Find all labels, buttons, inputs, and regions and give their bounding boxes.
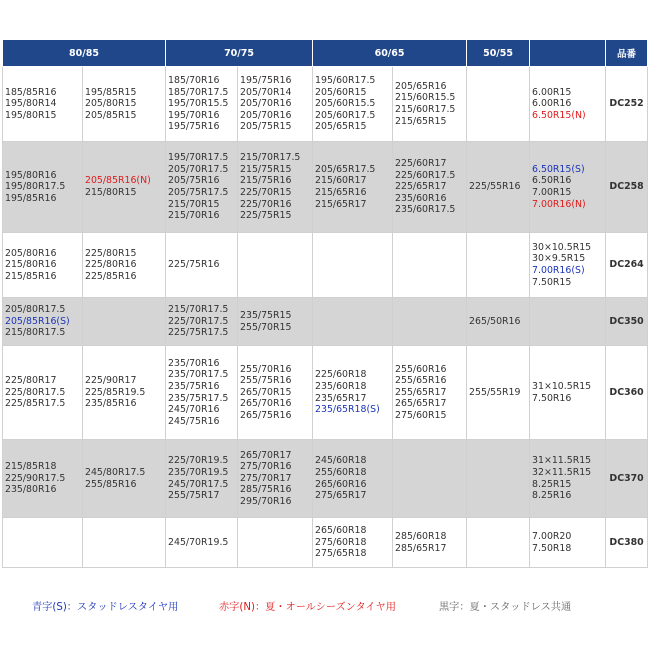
tire-size: 225/80R17.5 <box>5 386 66 398</box>
part-number-cell <box>606 518 648 568</box>
tire-size: 31×10.5R15 <box>532 380 592 392</box>
tire-size: 7.00R15 <box>532 187 572 198</box>
table-row <box>3 440 648 518</box>
tire-size: 205/70R14 <box>240 86 292 98</box>
tire-size: 225/60R17.5 <box>395 169 456 181</box>
tire-size: 205/75R15 <box>240 121 292 133</box>
size-cell <box>83 67 166 142</box>
tire-size: 275/65R17 <box>315 490 367 502</box>
tire-size: 225/90R17.5 <box>5 472 66 484</box>
tire-size: 235/65R17 <box>315 392 367 404</box>
tire-size: 235/65R18(S) <box>315 404 380 416</box>
tire-size: 225/55R16 <box>469 181 521 193</box>
tire-size: 275/65R18 <box>315 548 367 560</box>
tire-size: 235/70R19.5 <box>168 466 229 478</box>
size-cell <box>83 233 166 298</box>
tire-size: 255/65R16 <box>395 375 447 387</box>
header-row <box>3 40 648 67</box>
tire-size: 255/60R16 <box>395 363 447 375</box>
tire-size: 225/70R17.5 <box>168 315 229 327</box>
size-cell <box>313 298 393 346</box>
size-cell <box>393 67 467 142</box>
table-row <box>3 298 648 346</box>
tire-size: 235/85R16 <box>85 398 137 410</box>
size-cell <box>3 142 83 233</box>
size-cell <box>393 142 467 233</box>
tire-size: 205/70R16 <box>240 98 292 110</box>
part-number-cell <box>606 346 648 440</box>
tire-size: 195/70R15.5 <box>168 98 229 110</box>
tire-chain-size-table <box>2 39 648 568</box>
size-cell <box>467 440 530 518</box>
tire-size: 205/60R15 <box>315 86 367 98</box>
tire-size: 6.50R15(S) <box>532 163 585 175</box>
tire-size: 32×11.5R15 <box>532 466 592 478</box>
tire-size: 275/70R17 <box>240 472 292 484</box>
header-50-55: 50/55 <box>467 40 530 67</box>
tire-size: 215/60R15.5 <box>395 92 456 104</box>
tire-size: 275/60R18 <box>315 536 367 548</box>
tire-size: 265/70R15 <box>240 386 292 398</box>
tire-size: 285/60R18 <box>395 530 447 542</box>
tire-size: 235/60R18 <box>315 380 367 392</box>
part-number: DC350 <box>609 315 644 327</box>
tire-size: 235/75R17.5 <box>168 392 229 404</box>
tire-size: 185/70R16 <box>168 75 220 87</box>
tire-size: 235/70R17.5 <box>168 369 229 381</box>
size-cell <box>238 518 313 568</box>
part-number-cell <box>606 298 648 346</box>
tire-size: 215/60R17.5 <box>395 104 456 115</box>
tire-size: 255/70R16 <box>240 363 292 375</box>
header-part-number: 品番 <box>606 40 648 67</box>
size-cell <box>238 298 313 346</box>
tire-size: 195/75R16 <box>168 121 220 133</box>
legend-blue-studless: 青字(S)：スタッドレスタイヤ用 <box>32 602 179 613</box>
size-cell <box>393 233 467 298</box>
tire-size: 205/60R17.5 <box>315 109 376 121</box>
tire-size: 215/70R17.5 <box>168 304 229 316</box>
size-cell <box>238 346 313 440</box>
tire-size: 195/70R17.5 <box>168 152 229 164</box>
tire-size: 205/85R16(N) <box>85 175 151 187</box>
tire-size: 205/80R15 <box>85 98 137 110</box>
tire-size: 245/80R17.5 <box>85 466 146 478</box>
size-cell <box>238 233 313 298</box>
tire-size: 235/60R16 <box>395 192 447 204</box>
tire-size: 265/70R17 <box>240 449 292 461</box>
tire-size: 225/75R17.5 <box>168 327 229 339</box>
tire-size: 285/65R17 <box>395 542 447 554</box>
size-cell <box>393 298 467 346</box>
tire-size: 205/60R15.5 <box>315 98 376 110</box>
tire-size: 265/50R16 <box>469 315 521 327</box>
tire-size: 195/80R15 <box>5 109 57 121</box>
size-cell <box>530 142 606 233</box>
tire-size: 215/80R17.5 <box>5 327 66 339</box>
size-cell <box>313 142 393 233</box>
tire-size: 225/85R19.5 <box>85 386 146 398</box>
size-cell <box>83 142 166 233</box>
tire-size: 195/80R14 <box>5 98 57 110</box>
legend-red-summer: 赤字(N)：夏・オールシーズンタイヤ用 <box>219 602 396 613</box>
table-row <box>3 142 648 233</box>
tire-size: 205/80R16 <box>5 247 57 259</box>
part-number: DC264 <box>609 259 644 271</box>
tire-size: 195/80R17.5 <box>5 181 66 193</box>
tire-size: 205/65R16 <box>395 80 447 92</box>
tire-size: 31×11.5R15 <box>532 455 592 467</box>
size-cell <box>3 67 83 142</box>
size-cell <box>166 67 238 142</box>
tire-size: 205/70R16 <box>240 109 292 121</box>
tire-size: 215/65R15 <box>395 115 447 127</box>
tire-size: 235/70R16 <box>168 357 220 369</box>
header-80-85: 80/85 <box>3 40 166 67</box>
size-cell <box>166 518 238 568</box>
tire-size: 205/85R16(S) <box>5 315 70 327</box>
size-cell <box>3 233 83 298</box>
tire-size: 255/70R15 <box>240 321 292 333</box>
part-number-cell <box>606 142 648 233</box>
tire-size: 215/60R17 <box>315 175 367 187</box>
size-cell <box>166 142 238 233</box>
tire-size: 215/70R15 <box>168 198 220 210</box>
header-70-75: 70/75 <box>166 40 313 67</box>
size-cell <box>83 298 166 346</box>
tire-size: 225/90R17 <box>85 375 137 387</box>
tire-size: 235/80R16 <box>5 484 57 496</box>
tire-size: 215/70R16 <box>168 210 220 222</box>
tire-size: 6.00R15 <box>532 86 572 98</box>
tire-size: 225/60R18 <box>315 369 367 381</box>
size-cell <box>3 440 83 518</box>
size-cell <box>530 298 606 346</box>
size-cell <box>238 67 313 142</box>
tire-size: 7.00R16(S) <box>532 265 585 276</box>
tire-size: 215/65R16 <box>315 187 367 198</box>
tire-size: 225/80R16 <box>85 259 137 271</box>
size-cell <box>313 67 393 142</box>
tire-size: 7.00R20 <box>532 530 572 542</box>
tire-size: 195/80R16 <box>5 169 57 181</box>
tire-size: 30×9.5R15 <box>532 253 586 265</box>
tire-size: 215/80R16 <box>5 259 57 271</box>
tire-size: 235/60R17.5 <box>395 204 456 216</box>
size-cell <box>467 67 530 142</box>
tire-size: 225/70R19.5 <box>168 455 229 467</box>
tire-size: 245/70R16 <box>168 404 220 416</box>
tire-size: 8.25R15 <box>532 478 572 490</box>
tire-size: 225/80R15 <box>85 247 137 259</box>
tire-size: 185/70R17.5 <box>168 86 229 98</box>
size-cell <box>313 518 393 568</box>
tire-size: 7.50R16 <box>532 392 572 404</box>
tire-size: 8.25R16 <box>532 490 572 502</box>
tire-size: 245/70R17.5 <box>168 478 229 490</box>
tire-size: 235/75R15 <box>240 309 292 321</box>
tire-size: 295/70R16 <box>240 495 292 507</box>
table-row <box>3 346 648 440</box>
size-cell <box>313 233 393 298</box>
tire-size: 265/65R17 <box>395 398 447 410</box>
size-cell <box>530 233 606 298</box>
tire-size: 285/75R16 <box>240 484 292 496</box>
tire-size: 205/65R15 <box>315 121 367 133</box>
tire-size: 225/60R17 <box>395 158 447 170</box>
tire-size: 215/70R17.5 <box>240 152 301 164</box>
table-row <box>3 67 648 142</box>
part-number: DC380 <box>609 536 644 548</box>
tire-size: 215/75R16 <box>240 175 292 187</box>
tire-size: 225/75R16 <box>168 259 220 271</box>
tire-size: 205/85R15 <box>85 109 137 121</box>
size-cell <box>467 142 530 233</box>
size-cell <box>313 346 393 440</box>
tire-size: 245/60R18 <box>315 455 367 467</box>
tire-size: 255/75R16 <box>240 375 292 387</box>
size-cell <box>3 298 83 346</box>
tire-size: 275/60R15 <box>395 409 447 421</box>
tire-size: 265/60R18 <box>315 525 367 537</box>
tire-size: 255/75R17 <box>168 490 220 502</box>
size-cell <box>166 233 238 298</box>
tire-size: 265/60R16 <box>315 478 367 490</box>
tire-size: 6.50R16 <box>532 175 572 187</box>
tire-size: 225/85R16 <box>85 270 137 282</box>
tire-size: 225/80R17 <box>5 375 57 387</box>
size-cell <box>83 440 166 518</box>
size-cell <box>393 346 467 440</box>
tire-size: 215/75R15 <box>240 163 292 175</box>
size-cell <box>530 518 606 568</box>
tire-size: 215/65R17 <box>315 198 367 210</box>
size-cell <box>530 67 606 142</box>
size-cell <box>530 346 606 440</box>
table-row <box>3 518 648 568</box>
size-cell <box>393 518 467 568</box>
part-number: DC258 <box>609 181 644 193</box>
tire-size: 245/75R16 <box>168 415 220 427</box>
part-number: DC252 <box>609 98 644 110</box>
size-cell <box>166 298 238 346</box>
size-cell <box>238 440 313 518</box>
size-cell <box>393 440 467 518</box>
size-cell <box>238 142 313 233</box>
size-cell <box>467 346 530 440</box>
tire-size: 195/85R16 <box>5 192 57 204</box>
size-cell <box>83 346 166 440</box>
tire-size: 215/85R18 <box>5 461 57 473</box>
size-cell <box>83 518 166 568</box>
tire-size: 265/75R16 <box>240 409 292 421</box>
size-cell <box>530 440 606 518</box>
tire-size: 225/65R17 <box>395 181 447 193</box>
tire-size: 195/60R17.5 <box>315 75 376 87</box>
size-cell <box>467 298 530 346</box>
tire-size: 255/85R16 <box>85 478 137 490</box>
size-cell <box>3 346 83 440</box>
tire-size: 225/85R17.5 <box>5 398 66 410</box>
tire-size: 195/75R16 <box>240 75 292 87</box>
tire-size: 195/85R15 <box>85 86 137 98</box>
size-cell <box>3 518 83 568</box>
size-cell <box>467 233 530 298</box>
tire-size: 30×10.5R15 <box>532 241 592 253</box>
tire-size: 185/85R16 <box>5 86 57 98</box>
tire-size: 275/70R16 <box>240 461 292 473</box>
tire-size: 255/65R17 <box>395 386 447 398</box>
tire-size: 245/70R19.5 <box>168 536 229 548</box>
tire-size: 205/65R17.5 <box>315 163 376 175</box>
size-cell <box>166 346 238 440</box>
header-other <box>530 40 606 67</box>
part-number-cell <box>606 67 648 142</box>
header-60-65: 60/65 <box>313 40 467 67</box>
tire-size: 235/75R16 <box>168 380 220 392</box>
tire-size: 205/80R17.5 <box>5 304 66 316</box>
tire-size: 7.50R18 <box>532 542 572 554</box>
size-cell <box>467 518 530 568</box>
part-number: DC370 <box>609 472 644 484</box>
tire-size: 205/70R17.5 <box>168 163 229 175</box>
tire-size: 225/70R16 <box>240 198 292 210</box>
tire-size: 215/85R16 <box>5 270 57 282</box>
tire-size: 215/80R15 <box>85 187 137 198</box>
part-number: DC360 <box>609 386 644 398</box>
tire-size: 195/70R16 <box>168 109 220 121</box>
tire-size: 7.00R16(N) <box>532 198 586 210</box>
tire-size: 225/75R15 <box>240 210 292 222</box>
part-number-cell <box>606 233 648 298</box>
tire-size: 225/70R15 <box>240 187 292 198</box>
tire-size: 6.50R15(N) <box>532 109 586 121</box>
tire-size: 205/75R16 <box>168 175 220 187</box>
tire-size: 205/75R17.5 <box>168 187 229 198</box>
tire-size: 265/70R16 <box>240 398 292 410</box>
tire-size: 7.50R15 <box>532 276 572 288</box>
size-cell <box>166 440 238 518</box>
tire-size: 255/60R18 <box>315 466 367 478</box>
tire-size: 6.00R16 <box>532 98 572 110</box>
table-row <box>3 233 648 298</box>
legend-black-common: 黒字：夏・スタッドレス共通 <box>439 602 572 613</box>
size-cell <box>313 440 393 518</box>
tire-size: 255/55R19 <box>469 386 521 398</box>
part-number-cell <box>606 440 648 518</box>
